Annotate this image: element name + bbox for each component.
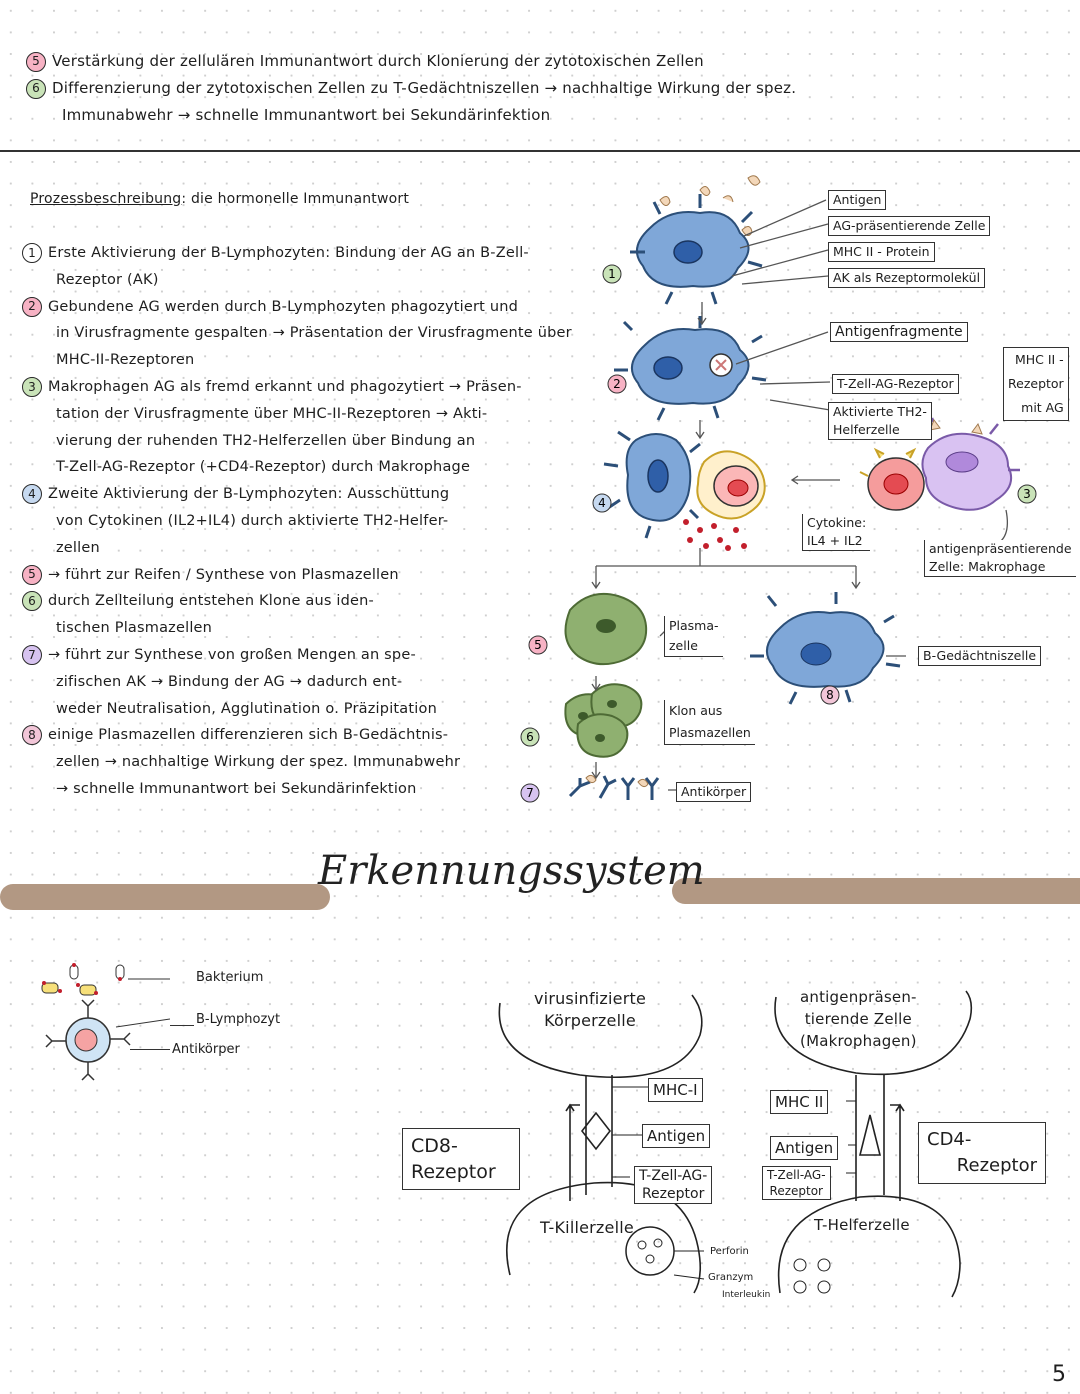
step-line: → führt zur Synthese von großen Mengen an spe- — [48, 646, 416, 663]
title-bar-left — [0, 884, 330, 910]
label-cytokine — [802, 514, 870, 551]
label-line: CD8- — [411, 1135, 458, 1157]
th2-helper-cell — [697, 451, 764, 518]
label-line: IL4 + IL2 — [807, 533, 863, 548]
label-line: Helferzelle — [833, 422, 900, 437]
label-line: antigenpräsentierende — [929, 541, 1072, 556]
step-number: 5 — [26, 52, 46, 72]
b-lymphocyte-icon — [46, 1000, 130, 1080]
label-line: Rezeptor — [1008, 376, 1064, 391]
label-line: Rezeptor — [769, 1184, 823, 1198]
diagram-number: 2 — [613, 377, 621, 391]
label-line: tierende Zelle — [804, 1010, 912, 1028]
diagram-number: 7 — [526, 786, 534, 800]
step-number: 8 — [22, 725, 42, 745]
step-line: zifischen AK → Bindung der AG → dadurch ent- — [56, 673, 403, 690]
diagram-number: 4 — [598, 496, 606, 510]
cytokine-dots — [683, 519, 747, 551]
antibody-row — [570, 775, 658, 800]
label-mhc2: MHC II - Protein — [828, 242, 935, 262]
b-cell-1 — [630, 176, 762, 304]
step-number: 6 — [22, 591, 42, 611]
label-line: Aktivierte TH2- — [833, 404, 927, 419]
label-line: Rezeptor — [411, 1161, 496, 1183]
plasma-cell — [566, 594, 647, 664]
step-line: T-Zell-AG-Rezeptor (+CD4-Rezeptor) durch Makrophage — [56, 459, 471, 476]
label-line: MHC II - — [1014, 352, 1064, 367]
label-tcr: T-Zell-AG-Rezeptor — [832, 374, 959, 394]
label-line: Klon aus — [669, 703, 723, 718]
macrophage — [922, 418, 1020, 510]
label-line: Plasma- — [669, 618, 719, 633]
activated-th2-cell — [860, 450, 924, 510]
label-line: Rezeptor — [956, 1155, 1037, 1176]
tcr-left-label — [634, 1166, 712, 1204]
label-line: mit AG — [1021, 400, 1064, 415]
perforin-label: Perforin — [710, 1246, 749, 1257]
cd8-label — [402, 1128, 520, 1190]
label-antigen: Antigen — [828, 190, 886, 210]
step-line: durch Zellteilung entstehen Klone aus iden- — [48, 593, 374, 610]
helper-cell-label: T-Helferzelle — [814, 1216, 910, 1234]
legend-line — [130, 1049, 170, 1050]
label-mhc2-ag — [1003, 347, 1069, 421]
step-line: Zweite Aktivierung der B-Lymphozyten: Ausschüttung — [48, 486, 450, 503]
diagram-number: 1 — [608, 267, 616, 281]
section-title: Erkennungssystem — [318, 848, 705, 894]
mhc1-label: MHC-I — [648, 1078, 703, 1102]
interleukin-label: Interleukin — [722, 1290, 771, 1300]
step-line: zellen → nachhaltige Wirkung der spez. Immunabwehr — [56, 754, 461, 771]
label-apc: AG-präsentierende Zelle — [828, 216, 990, 236]
legend-blymph: B-Lymphozyt — [196, 1012, 281, 1027]
legend-antibody: Antikörper — [172, 1042, 240, 1057]
step-number: 7 — [22, 645, 42, 665]
step-line: zellen — [56, 539, 100, 556]
page-number: 5 — [1052, 1362, 1066, 1387]
diagram-number: 8 — [826, 688, 834, 702]
antigen-left-label: Antigen — [642, 1124, 710, 1148]
title-bar-right — [672, 878, 1080, 904]
b-cell-2 — [614, 316, 766, 420]
step-number: 6 — [26, 79, 46, 99]
label-line: T-Zell-AG- — [639, 1168, 708, 1184]
virus-cell-label — [534, 988, 646, 1032]
step-number: 5 — [22, 565, 42, 585]
label-ak: AK als Rezeptormolekül — [828, 268, 985, 288]
label-line: Körperzelle — [544, 1011, 636, 1030]
step-number: 2 — [22, 297, 42, 317]
bacterium-icon — [42, 963, 124, 995]
label-th2 — [828, 402, 932, 440]
step-line: → schnelle Immunantwort bei Sekundärinfektion — [56, 780, 417, 797]
legend-drawing — [30, 955, 170, 1090]
label-plasma — [664, 616, 723, 657]
step-line: in Virusfragmente gespalten → Präsentation der Virusfragmente über — [56, 325, 572, 342]
step-line: Gebundene AG werden durch B-Lymphozyten phagozytiert und — [48, 298, 519, 315]
legend-line — [170, 1025, 194, 1026]
label-line: virusinfizierte — [534, 989, 647, 1008]
legend-bacterium: Bakterium — [196, 970, 264, 985]
label-line: antigenpräsen- — [800, 988, 917, 1006]
step-line: Erste Aktivierung der B-Lymphozyten: Bindung der AG an B-Zell- — [48, 245, 529, 261]
label-line: Cytokine: — [807, 515, 867, 530]
step-line: vierung der ruhenden TH2-Helferzellen über Bindung an — [56, 432, 476, 449]
step-line: von Cytokinen (IL2+IL4) durch aktivierte TH2-Helfer- — [56, 512, 449, 529]
cd4-label — [918, 1122, 1046, 1184]
step-line: tation der Virusfragmente über MHC-II-Rezeptoren → Akti- — [56, 405, 488, 422]
label-line: CD4- — [927, 1129, 972, 1150]
label-fragments: Antigenfragmente — [830, 322, 968, 342]
step-line: → führt zur Reifen / Synthese von Plasmazellen — [48, 566, 399, 583]
step-number: 3 — [22, 377, 42, 397]
granzym-label: Granzym — [708, 1272, 754, 1283]
step-line: tischen Plasmazellen — [56, 620, 213, 637]
tcr-right-label — [762, 1166, 831, 1200]
label-bmemory: B-Gedächtniszelle — [918, 646, 1041, 666]
killer-cell-label: T-Killerzelle — [540, 1218, 634, 1237]
step-number: 1 — [22, 243, 42, 263]
top-line-6-text: Differenzierung der zytotoxischen Zellen zu T-Gedächtniszellen → nachhaltige Wirkung der spez. — [52, 79, 797, 97]
label-klon — [664, 700, 755, 745]
diagram-number: 5 — [534, 638, 542, 652]
step-line: Makrophagen AG als fremd erkannt und phagozytiert → Präsen- — [48, 378, 522, 395]
label-antibody: Antikörper — [676, 782, 751, 802]
step-line: einige Plasmazellen differenzieren sich B-Gedächtnis- — [48, 727, 449, 744]
step-number: 4 — [22, 484, 42, 504]
process-heading-rest: : die hormonelle Immunantwort — [181, 191, 410, 207]
step-line: weder Neutralisation, Agglutination o. Präzipitation — [56, 700, 437, 717]
label-line: T-Zell-AG- — [767, 1168, 826, 1182]
label-line: Zelle: Makrophage — [929, 559, 1046, 574]
apc-label — [800, 986, 917, 1052]
process-heading-underlined: Prozessbeschreibung — [30, 191, 182, 207]
label-line: (Makrophagen) — [800, 1032, 917, 1050]
antigen-right-label: Antigen — [770, 1136, 838, 1160]
diagram-number: 6 — [526, 730, 534, 744]
diagram-number: 3 — [1023, 487, 1031, 501]
step-line: MHC-II-Rezeptoren — [56, 352, 195, 369]
label-macrophage — [924, 540, 1076, 577]
top-line-6-cont-text: Immunabwehr → schnelle Immunantwort bei Sekundärinfektion — [62, 106, 551, 124]
label-line: zelle — [669, 638, 698, 653]
step-line: Rezeptor (AK) — [56, 271, 159, 288]
plasma-clone — [565, 684, 641, 757]
top-line-5-text: Verstärkung der zellulären Immunantwort durch Klonierung der zytotoxischen Zellen — [52, 52, 704, 70]
mhc2-label: MHC II — [770, 1090, 828, 1114]
label-line: Rezeptor — [641, 1186, 705, 1202]
label-line: Plasmazellen — [669, 725, 751, 740]
